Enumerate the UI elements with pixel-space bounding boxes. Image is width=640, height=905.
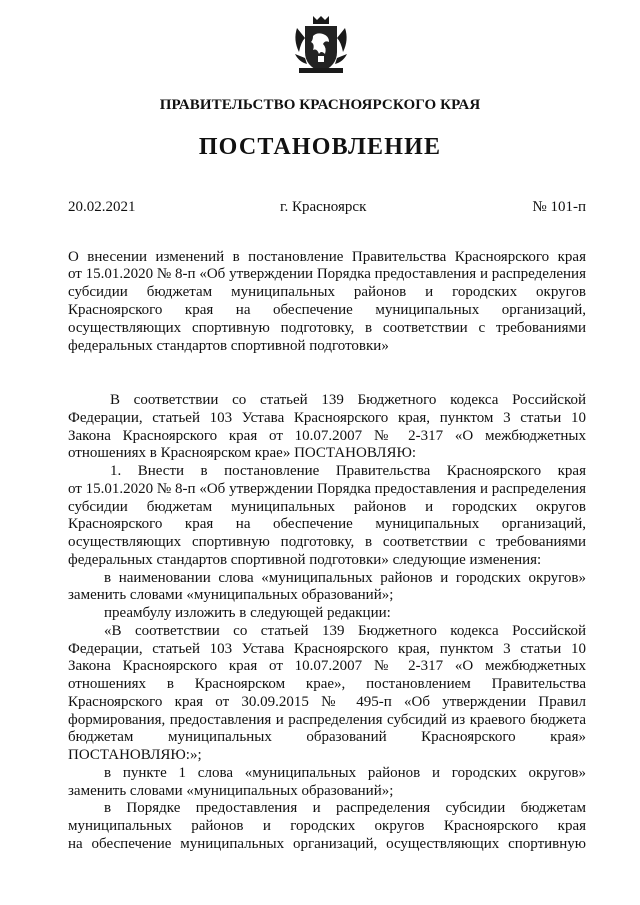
coat-of-arms-emblem [291,14,351,76]
body-line: осуществляющих спортивную подготовку, в соответствии с требованиями [68,534,586,550]
body-line: Закона Красноярского края от 10.07.2007 № 2-317 «О межбюджетных [68,428,586,444]
body-line: в Порядке предоставления и распределения субсидии бюджетам [104,800,586,816]
document-number: № 101-п [532,199,586,215]
body-line: Закона Красноярского края от 10.07.2007 № 2-317 «О межбюджетных [68,658,586,674]
document-city: г. Красноярск [280,199,367,215]
body-line: формирования, предоставления и распределения субсидий из краевого бюджета [68,712,586,728]
body-line: В соответствии со статьей 139 Бюджетного кодекса Российской [110,392,586,408]
body-line: заменить словами «муниципальных образований»; [68,783,394,799]
body-line: отношениях в Красноярском крае» ПОСТАНОВЛЯЮ: [68,445,417,461]
body-line: Федерации, статьей 103 Устава Красноярского края, пунктом 3 статьи 10 [68,410,586,426]
body-line: 1. Внести в постановление Правительства Красноярского края [110,463,586,479]
body-line: «В соответствии со статьей 139 Бюджетного кодекса Российской [104,623,586,639]
body-line: Красноярского края на обеспечение муниципальных организаций, [68,516,586,532]
government-name: ПРАВИТЕЛЬСТВО КРАСНОЯРСКОГО КРАЯ [159,97,481,113]
body-line: в пункте 1 слова «муниципальных районов и городских округов» [104,765,586,781]
title-line: федеральных стандартов спортивной подготовки» [68,338,389,354]
document-meta-row [68,199,586,217]
body-line: субсидии бюджетам муниципальных районов и городских округов [68,499,586,515]
body-line: на обеспечение муниципальных организаций, осуществляющих спортивную [68,836,586,852]
document-type-title: ПОСТАНОВЛЕНИЕ [198,134,442,160]
title-line: субсидии бюджетам муниципальных районов и городских округов [68,284,586,300]
body-line: в наименовании слова «муниципальных районов и городских округов» [104,570,586,586]
body-line: федеральных стандартов спортивной подготовки» следующие изменения: [68,552,542,568]
title-line: О внесении изменений в постановление Правительства Красноярского края [68,249,586,265]
body-line: заменить словами «муниципальных образований»; [68,587,394,603]
body-line: отношениях в Красноярском крае», постановлением Правительства [68,676,586,692]
body-line: бюджетам муниципальных образований Красноярского края» [68,729,586,745]
body-line: Федерации, статьей 103 Устава Красноярского края, пунктом 3 статьи 10 [68,641,586,657]
body-line: преамбулу изложить в следующей редакции: [104,605,391,621]
body-line: Красноярского края от 30.09.2015 № 495-п «Об утверждении Правил [68,694,586,710]
title-line: от 15.01.2020 № 8-п «Об утверждении Порядка предоставления и распределения [68,266,586,282]
title-line: осуществляющих спортивную подготовку, в соответствии с требованиями [68,320,586,336]
document-date: 20.02.2021 [68,199,136,215]
body-line: ПОСТАНОВЛЯЮ:»; [68,747,202,763]
title-line: Красноярского края на обеспечение муниципальных организаций, [68,302,586,318]
body-line: муниципальных районов и городских округов Красноярского края [68,818,586,834]
body-line: от 15.01.2020 № 8-п «Об утверждении Порядка предоставления и распределения [68,481,586,497]
